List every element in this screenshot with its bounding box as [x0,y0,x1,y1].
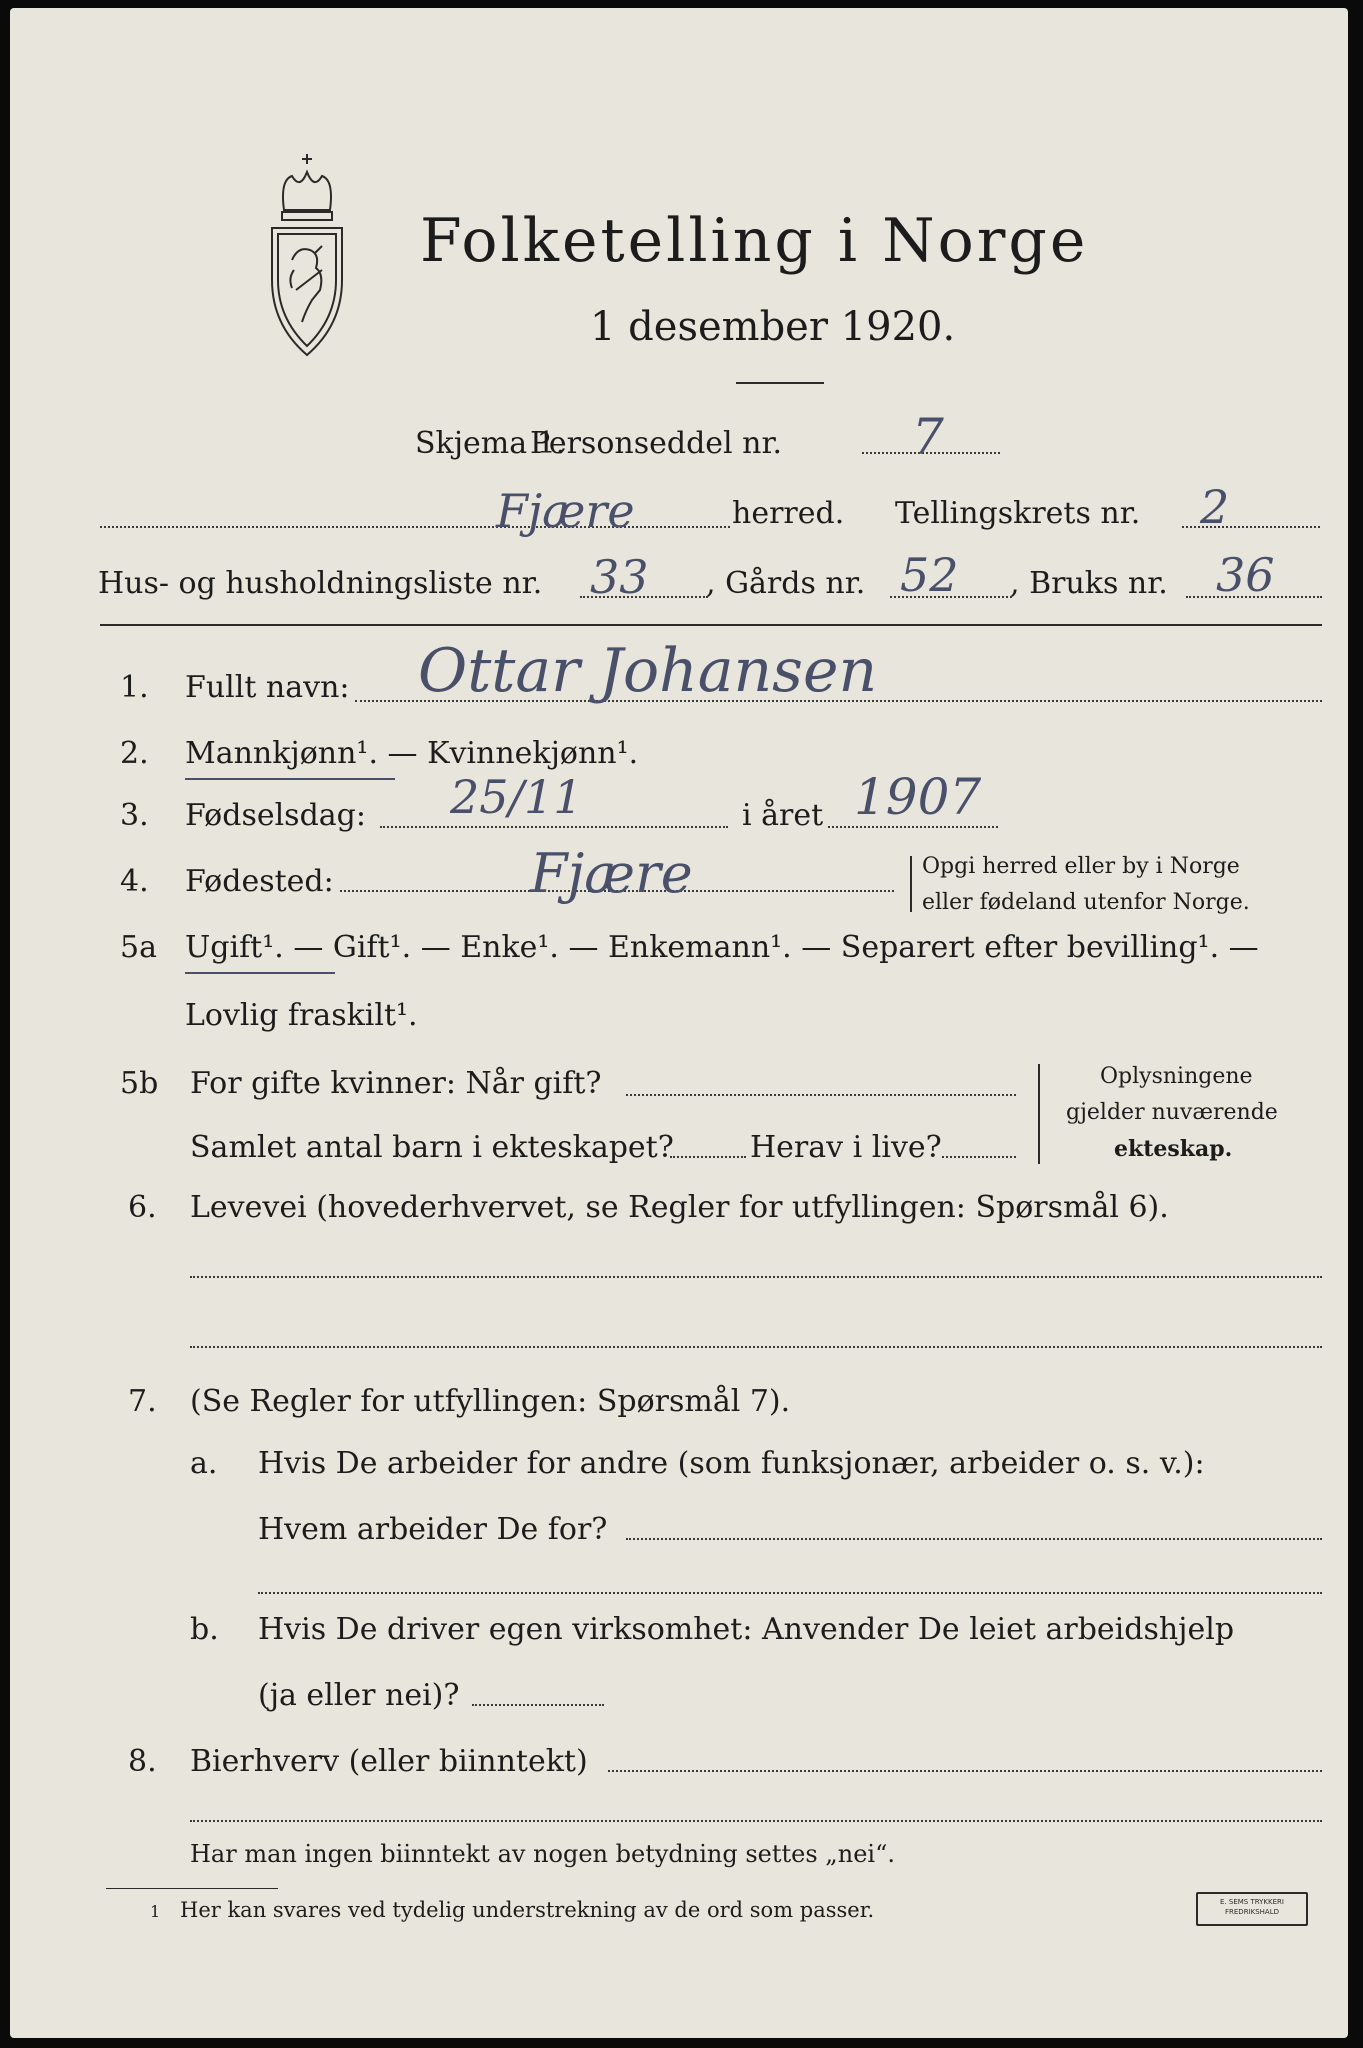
q6-line-2 [190,1346,1322,1348]
q7a-line-2 [258,1592,1322,1594]
gards-label: , Gårds nr. [706,566,866,601]
q7a-label-2: Hvem arbeider De for? [258,1512,608,1547]
q4-label: Fødested: [185,864,334,899]
q4-value: Fjære [530,842,693,905]
husholdningsliste-label: Hus- og husholdningsliste nr. [98,566,543,601]
q4-note-line1: Opgi herred eller by i Norge [922,854,1240,879]
q3-line [380,826,728,828]
q5b-alive-line [942,1156,1016,1158]
q6-label: Levevei (hovederhvervet, se Regler for utfyllingen: Spørsmål 6). [190,1190,1169,1225]
herred-value: Fjære [496,484,635,538]
q7-number: 7. [128,1384,157,1419]
q5a-underline-ugift [185,972,335,974]
personseddel-value: 7 [912,408,944,466]
q5b-note-brace [1038,1064,1040,1164]
q4-number: 4. [120,864,149,899]
q5b-note-line3: ekteskap. [1114,1136,1233,1162]
q7a-label: Hvis De arbeider for andre (som funksjonær, arbeider o. s. v.): [258,1446,1205,1481]
q1-number: 1. [120,670,149,705]
gards-value: 52 [900,548,959,602]
q7b-letter: b. [190,1612,219,1647]
bruks-value: 36 [1216,548,1275,602]
bruks-label: , Bruks nr. [1010,566,1168,601]
q4-note-line2: eller fødeland utenfor Norge. [922,890,1250,915]
q2-label: Mannkjønn¹. — Kvinnekjønn¹. [185,736,639,771]
q5b-number: 5b [120,1066,159,1101]
coat-of-arms-icon [262,150,352,360]
q5b-alive-label: Herav i live? [750,1130,942,1165]
q5b-children-line [670,1156,746,1158]
q7a-letter: a. [190,1446,218,1481]
q3-label: Fødselsdag: [185,798,366,833]
q8-label: Bierhverv (eller biinntekt) [190,1744,588,1779]
q7b-line [472,1704,604,1706]
q7b-label-2: (ja eller nei)? [258,1678,460,1713]
q7b-label: Hvis De driver egen virksomhet: Anvender De leiet arbeidshjelp [258,1612,1235,1647]
footnote-rule [106,1888,278,1889]
herred-line [100,526,730,528]
printer-stamp [1196,1892,1308,1926]
q3-year-label: i året [742,798,824,833]
q2-number: 2. [120,736,149,771]
q7a-line-1 [626,1538,1322,1540]
q3-value: 25/11 [450,770,583,824]
q5b-label: For gifte kvinner: Når gift? [190,1066,602,1101]
q8-line-1 [608,1770,1322,1772]
q6-line-1 [190,1276,1322,1278]
herred-label: herred. [732,496,845,531]
tellingskrets-value: 2 [1200,480,1230,534]
printer-stamp-text: E. SEMS TRYKKERI FREDRIKSHALD [1220,1898,1284,1916]
title-divider [736,382,824,384]
q8-line-2 [190,1820,1322,1822]
q8-number: 8. [128,1744,157,1779]
q3-year-value: 1907 [854,768,982,826]
tellingskrets-label: Tellingskrets nr. [895,496,1141,531]
q6-number: 6. [128,1190,157,1225]
q5b-married-line [626,1094,1016,1096]
footnote-text: Her kan svares ved tydelig understrekning av de ord som passer. [180,1898,875,1922]
no-income-note: Har man ingen biinntekt av nogen betydning settes „nei“. [190,1840,895,1868]
husholdningsliste-value: 33 [590,550,649,604]
census-date: 1 desember 1920. [590,304,956,350]
q5a-label: Ugift¹. — Gift¹. — Enke¹. — Enkemann¹. — Separert efter bevilling¹. — [185,930,1259,965]
q3-year-line [828,826,998,828]
q1-label: Fullt navn: [185,670,350,705]
q7-label: (Se Regler for utfyllingen: Spørsmål 7). [190,1384,791,1419]
q5a-number: 5a [120,930,157,965]
form-title: Folketelling i Norge [420,206,1089,276]
header-bottom-rule [100,624,1322,626]
personseddel-label: Personseddel nr. [530,426,783,461]
q2-underline-mann [185,778,395,780]
q4-note-brace [910,856,912,912]
q5a-label-2: Lovlig fraskilt¹. [185,998,418,1033]
footnote-mark: 1 [150,1902,161,1921]
q5b-note-line1: Oplysningene [1100,1064,1253,1089]
q3-number: 3. [120,798,149,833]
q5b-note-line2: gjelder nuværende [1066,1100,1278,1125]
q5b-children-label: Samlet antal barn i ekteskapet? [190,1130,674,1165]
census-form [10,8,1348,2038]
q1-value: Ottar Johansen [418,636,878,706]
skjema-label: Skjema 1. [415,426,566,461]
